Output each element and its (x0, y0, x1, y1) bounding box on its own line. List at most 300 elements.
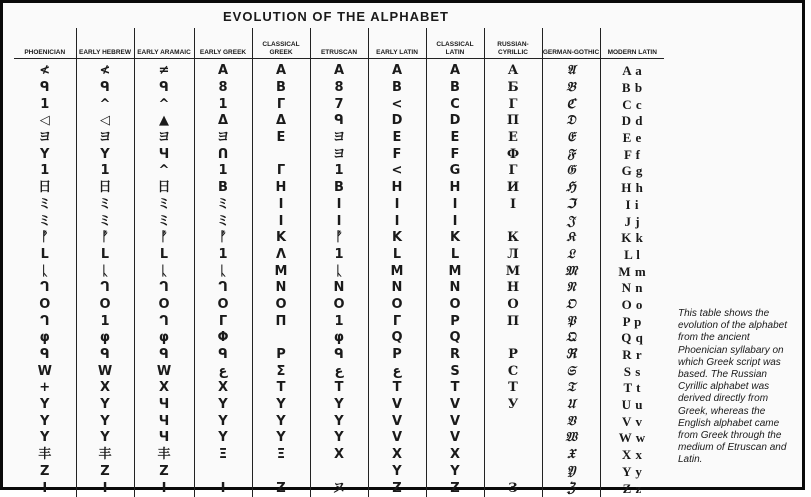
letter-cell: 𝔜 (542, 464, 600, 481)
letter-cell: O o (600, 297, 664, 314)
table-row (14, 464, 664, 481)
letter-cell: H (426, 180, 484, 197)
table-row (14, 330, 664, 347)
letter-cell: Γ (252, 96, 310, 113)
letter-cell: ℑ (542, 197, 600, 214)
letter-cell: ᒉ (134, 280, 194, 297)
letter-cell: ≮ (39, 63, 51, 79)
letter-cell: ヨ (310, 130, 368, 147)
table-row (14, 130, 664, 147)
letter-cell: Λ (252, 247, 310, 264)
letter-cell: Y (310, 413, 368, 430)
letter-cell: X x (600, 447, 664, 464)
column-header: MODERN LATIN (600, 28, 664, 59)
letter-cell: F (368, 146, 426, 163)
letter-cell: I (252, 213, 310, 230)
letter-cell: 8 (310, 80, 368, 97)
letter-cell: 7 (310, 96, 368, 113)
letter-cell: T t (600, 380, 664, 397)
letter-cell: ヨ (76, 130, 134, 147)
table-row (14, 146, 664, 163)
letter-cell: ᒪ (76, 247, 134, 264)
letter-cell (484, 413, 542, 430)
letter-cell: V (368, 430, 426, 447)
letter-cell: J j (600, 213, 664, 230)
letter-cell: X (426, 447, 484, 464)
table-row (14, 447, 664, 464)
letter-cell: V (426, 430, 484, 447)
letter-cell: ^ (76, 96, 134, 113)
letter-cell: M (426, 263, 484, 280)
letter-cell: 丰 (134, 447, 194, 464)
letter-cell: ﻉ (194, 363, 252, 380)
column-header: EARLY HEBREW (76, 28, 134, 59)
table-row (14, 180, 664, 197)
letter-cell: O (76, 297, 134, 314)
letter-cell: ᚳ (40, 263, 49, 279)
letter-cell: B (368, 80, 426, 97)
letter-cell: N (252, 280, 310, 297)
letter-cell: ミ (76, 213, 134, 230)
letter-cell: P (252, 347, 310, 364)
letter-cell: I (194, 480, 252, 497)
letter-cell: Y y (600, 464, 664, 481)
letter-cell: D (426, 113, 484, 130)
letter-cell: ᑫ (76, 80, 134, 97)
letter-cell: Y (76, 413, 134, 430)
letter-cell: K k (600, 230, 664, 247)
letter-cell: 𝔘 (542, 397, 600, 414)
letter-cell: H (252, 180, 310, 197)
letter-cell: Z (426, 480, 484, 497)
letter-cell: ᚳ (310, 263, 368, 280)
letter-cell: ᑫ (76, 347, 134, 364)
table-row (14, 247, 664, 264)
letter-cell: 𝔏 (542, 247, 600, 264)
column-header: PHOENICIAN (14, 28, 76, 59)
letter-cell: Ч (134, 397, 194, 414)
letter-cell: R (426, 347, 484, 364)
letter-cell: Q (368, 330, 426, 347)
letter-cell: ℜ (542, 347, 600, 364)
letter-cell: 𝔇 (542, 113, 600, 130)
letter-cell: I (76, 480, 134, 497)
letter-cell: ᚡ (310, 230, 368, 247)
letter-cell (194, 464, 252, 481)
letter-cell: V (368, 397, 426, 414)
table-row (14, 397, 664, 414)
letter-cell: 1 (310, 247, 368, 264)
letter-cell: Н (484, 280, 542, 297)
letter-cell: К (484, 230, 542, 247)
letter-cell: ^ (134, 96, 194, 113)
letter-cell: O (252, 297, 310, 314)
letter-cell: А (484, 59, 542, 80)
letter-cell: V (426, 413, 484, 430)
letter-cell: I (368, 213, 426, 230)
letter-cell: ᒪ (368, 247, 426, 264)
letter-cell: ᑫ (310, 347, 368, 364)
letter-cell: ᚳ (194, 263, 252, 280)
letter-cell: I (252, 197, 310, 214)
column-header: CLASSICAL LATIN (426, 28, 484, 59)
letter-cell: U u (600, 397, 664, 414)
letter-cell: Р (484, 347, 542, 364)
letter-cell: ヌ (310, 480, 368, 497)
letter-cell: 1 (310, 313, 368, 330)
letter-cell: W w (600, 430, 664, 447)
letter-cell: N (426, 280, 484, 297)
letter-cell: ℨ (542, 480, 600, 497)
letter-cell: 𝔐 (542, 263, 600, 280)
letter-cell: 𝔉 (542, 146, 600, 163)
table-row (14, 163, 664, 180)
column-header: RUSSIAN-CYRILLIC (484, 28, 542, 59)
letter-cell: X (368, 447, 426, 464)
letter-cell: ᚡ (40, 230, 49, 246)
letter-cell: Т (484, 380, 542, 397)
letter-cell: 𝔓 (542, 313, 600, 330)
letter-cell: ᒉ (194, 280, 252, 297)
letter-cell: ᒪ (40, 246, 49, 262)
letter-cell: О (484, 297, 542, 314)
letter-cell (252, 330, 310, 347)
letter-cell: П (484, 113, 542, 130)
letter-cell: Γ (194, 313, 252, 330)
letter-cell: Z (252, 480, 310, 497)
letter-cell: ミ (134, 213, 194, 230)
letter-cell: У (484, 397, 542, 414)
letter-cell: D (368, 113, 426, 130)
letter-cell: Ξ (252, 447, 310, 464)
letter-cell: A (194, 59, 252, 80)
table-row (14, 213, 664, 230)
table-row (14, 363, 664, 380)
letter-cell: ᚳ (76, 263, 134, 280)
letter-cell: ᚡ (134, 230, 194, 247)
letter-cell: Y (40, 413, 50, 429)
letter-cell: A (252, 59, 310, 80)
letter-cell: A a (600, 59, 664, 80)
letter-cell: ミ (194, 197, 252, 214)
column-header: CLASSICAL GREEK (252, 28, 310, 59)
table-row (14, 263, 664, 280)
letter-cell: A (426, 59, 484, 80)
letter-cell: Y (40, 430, 50, 446)
letter-cell: Б (484, 80, 542, 97)
letter-cell: Y (194, 430, 252, 447)
letter-cell: V (368, 413, 426, 430)
letter-cell: I (426, 197, 484, 214)
letter-cell: 日 (76, 180, 134, 197)
letter-cell: 1 (40, 96, 50, 112)
letter-cell: Л (484, 247, 542, 264)
letter-cell: Q (426, 330, 484, 347)
letter-cell: ヨ (38, 130, 52, 146)
letter-cell: X (194, 380, 252, 397)
letter-cell: 𝔎 (542, 230, 600, 247)
letter-cell: φ (76, 330, 134, 347)
letter-cell: Y (252, 413, 310, 430)
letter-cell: B b (600, 80, 664, 97)
table-row (14, 430, 664, 447)
letter-cell: 1 (40, 163, 50, 179)
letter-cell: ミ (38, 196, 52, 212)
letter-cell: ミ (134, 197, 194, 214)
letter-cell: D d (600, 113, 664, 130)
letter-cell (484, 330, 542, 347)
letter-cell: W (134, 363, 194, 380)
letter-cell: ヨ (310, 146, 368, 163)
letter-cell: φ (134, 330, 194, 347)
letter-cell: И (484, 180, 542, 197)
table-row (14, 96, 664, 113)
letter-cell: G g (600, 163, 664, 180)
letter-cell: 1 (194, 163, 252, 180)
letter-cell: Y (310, 430, 368, 447)
letter-cell: ﻉ (368, 363, 426, 380)
letter-cell: 𝔑 (542, 280, 600, 297)
table-caption: This table shows the evolution of the alphabet from the ancient Phoenician syllabary on which Greek script was based. The Russian Cyrillic alphabet was derived directly from Greek, whereas the English alphabet came from Greek through the medium of Etruscan and Latin. (678, 308, 787, 466)
letter-cell: Γ (252, 163, 310, 180)
column-header: EARLY GREEK (194, 28, 252, 59)
letter-cell: M (368, 263, 426, 280)
letter-cell (484, 464, 542, 481)
letter-cell: Y (368, 464, 426, 481)
letter-cell: Z (368, 480, 426, 497)
letter-cell: < (368, 96, 426, 113)
letter-cell: N (368, 280, 426, 297)
letter-cell: V v (600, 413, 664, 430)
letter-cell: K (426, 230, 484, 247)
letter-cell: O (426, 297, 484, 314)
letter-cell: A (368, 59, 426, 80)
table-row (14, 313, 664, 330)
letter-cell: + (39, 380, 51, 396)
letter-cell: φ (310, 330, 368, 347)
letter-cell (252, 146, 310, 163)
letter-cell: ᑫ (39, 347, 50, 363)
letter-cell: 1 (76, 313, 134, 330)
letter-cell: С (484, 363, 542, 380)
letter-cell: Q q (600, 330, 664, 347)
letter-cell: ヨ (134, 130, 194, 147)
column-header: ETRUSCAN (310, 28, 368, 59)
letter-cell: ≠ (134, 59, 194, 80)
column-header: EARLY ARAMAIC (134, 28, 194, 59)
letter-cell: Ч (134, 413, 194, 430)
letter-cell: E (252, 130, 310, 147)
letter-cell: B (194, 180, 252, 197)
letter-cell: B (310, 180, 368, 197)
letter-cell: 1 (194, 247, 252, 264)
letter-cell: ᒉ (76, 280, 134, 297)
alphabet-table (14, 28, 664, 497)
letter-cell: ミ (194, 213, 252, 230)
table-row (14, 480, 664, 497)
letter-cell: ◁ (76, 113, 134, 130)
letter-cell (484, 213, 542, 230)
letter-cell: M (252, 263, 310, 280)
letter-cell: Y (40, 397, 50, 413)
letter-cell: C c (600, 96, 664, 113)
letter-cell: E (426, 130, 484, 147)
letter-cell: I (368, 197, 426, 214)
table-body (14, 59, 664, 497)
letter-cell: I (42, 480, 48, 496)
letter-cell: З (484, 480, 542, 497)
letter-cell: B (252, 80, 310, 97)
letter-cell: L (426, 247, 484, 264)
letter-cell: ᒉ (39, 280, 50, 296)
letter-cell: I (426, 213, 484, 230)
letter-cell: ▲ (134, 113, 194, 130)
letter-cell: 日 (134, 180, 194, 197)
letter-cell: H (368, 180, 426, 197)
letter-cell: П (484, 313, 542, 330)
letter-cell: 𝔊 (542, 163, 600, 180)
letter-cell: Ф (484, 146, 542, 163)
letter-cell: ᒉ (134, 313, 194, 330)
letter-cell: Y (194, 413, 252, 430)
letter-cell: ᒉ (39, 313, 50, 329)
letter-cell: 日 (38, 180, 52, 196)
letter-cell: ᚡ (76, 230, 134, 247)
letter-cell: K (368, 230, 426, 247)
letter-cell: 8 (194, 80, 252, 97)
table-row (14, 347, 664, 364)
letter-cell: V (426, 397, 484, 414)
letter-cell: K (252, 230, 310, 247)
table-title: EVOLUTION OF THE ALPHABET (222, 9, 450, 24)
table-row (14, 297, 664, 314)
letter-cell (484, 447, 542, 464)
letter-cell: Y (76, 397, 134, 414)
letter-cell: 𝔒 (542, 297, 600, 314)
letter-cell: Δ (252, 113, 310, 130)
letter-cell: A (310, 59, 368, 80)
letter-cell: Γ (368, 313, 426, 330)
letter-cell: B (426, 80, 484, 97)
letter-cell: 𝔗 (542, 380, 600, 397)
letter-cell: I (484, 197, 542, 214)
letter-cell: P (426, 313, 484, 330)
table-row (14, 413, 664, 430)
column-header: GERMAN-GOTHIC (542, 28, 600, 59)
letter-cell: I i (600, 197, 664, 214)
letter-cell: 𝔄 (542, 59, 600, 80)
letter-cell: ミ (76, 197, 134, 214)
letter-cell: T (426, 380, 484, 397)
letter-cell: Y (426, 464, 484, 481)
letter-cell: < (368, 163, 426, 180)
letter-cell: ᑫ (134, 80, 194, 97)
letter-cell: 𝔖 (542, 363, 600, 380)
letter-cell: O (368, 297, 426, 314)
letter-cell: S s (600, 363, 664, 380)
letter-cell: Z z (600, 480, 664, 497)
letter-cell: W (37, 363, 52, 379)
table-row (14, 113, 664, 130)
table-row (14, 197, 664, 214)
letter-cell: L l (600, 247, 664, 264)
letter-cell: Y (310, 397, 368, 414)
letter-cell: I (310, 213, 368, 230)
letter-cell (310, 464, 368, 481)
letter-cell: E (368, 130, 426, 147)
letter-cell (252, 464, 310, 481)
letter-cell: 𝔙 (542, 413, 600, 430)
letter-cell: O (194, 297, 252, 314)
letter-cell: I (134, 480, 194, 497)
letter-cell: ◁ (39, 113, 50, 129)
letter-cell: Y (76, 430, 134, 447)
letter-cell: E e (600, 130, 664, 147)
letter-cell: 1 (76, 163, 134, 180)
letter-cell: X (310, 447, 368, 464)
letter-cell: Π (252, 313, 310, 330)
letter-cell: ヨ (194, 130, 252, 147)
letter-cell: Φ (194, 330, 252, 347)
letter-cell: F f (600, 146, 664, 163)
letter-cell: 丰 (38, 447, 52, 463)
letter-cell: ᑫ (39, 80, 50, 96)
letter-cell: 𝔈 (542, 130, 600, 147)
letter-cell (484, 430, 542, 447)
letter-cell: ᒪ (134, 247, 194, 264)
table-row (14, 80, 664, 97)
letter-cell: Г (484, 96, 542, 113)
letter-cell: 1 (310, 163, 368, 180)
letter-cell: ᚳ (134, 263, 194, 280)
letter-cell: Σ (252, 363, 310, 380)
letter-cell: N (310, 280, 368, 297)
letter-cell: R r (600, 347, 664, 364)
letter-cell: I (310, 197, 368, 214)
letter-cell: ^ (134, 163, 194, 180)
table-row (14, 380, 664, 397)
letter-cell: ᑫ (310, 113, 368, 130)
letter-cell: G (426, 163, 484, 180)
letter-cell: Е (484, 130, 542, 147)
header-row (14, 28, 664, 59)
letter-cell: Г (484, 163, 542, 180)
letter-cell: ミ (38, 213, 52, 229)
letter-cell: O (134, 297, 194, 314)
letter-cell: Ч (134, 430, 194, 447)
letter-cell: P p (600, 313, 664, 330)
letter-cell: 𝔔 (542, 330, 600, 347)
letter-cell: P (368, 347, 426, 364)
letter-cell: φ (39, 330, 50, 346)
letter-cell: M m (600, 263, 664, 280)
letter-cell: X (76, 380, 134, 397)
letter-cell: ℭ (542, 96, 600, 113)
letter-cell: H h (600, 180, 664, 197)
letter-cell: C (426, 96, 484, 113)
letter-cell: W (76, 363, 134, 380)
letter-cell: ᑫ (194, 347, 252, 364)
letter-cell: ᑫ (134, 347, 194, 364)
letter-cell: T (368, 380, 426, 397)
letter-cell: Z (134, 464, 194, 481)
letter-cell: O (39, 296, 51, 312)
letter-cell: М (484, 263, 542, 280)
letter-cell: O (310, 297, 368, 314)
column-header: EARLY LATIN (368, 28, 426, 59)
letter-cell: T (252, 380, 310, 397)
letter-cell: 𝔍 (542, 213, 600, 230)
